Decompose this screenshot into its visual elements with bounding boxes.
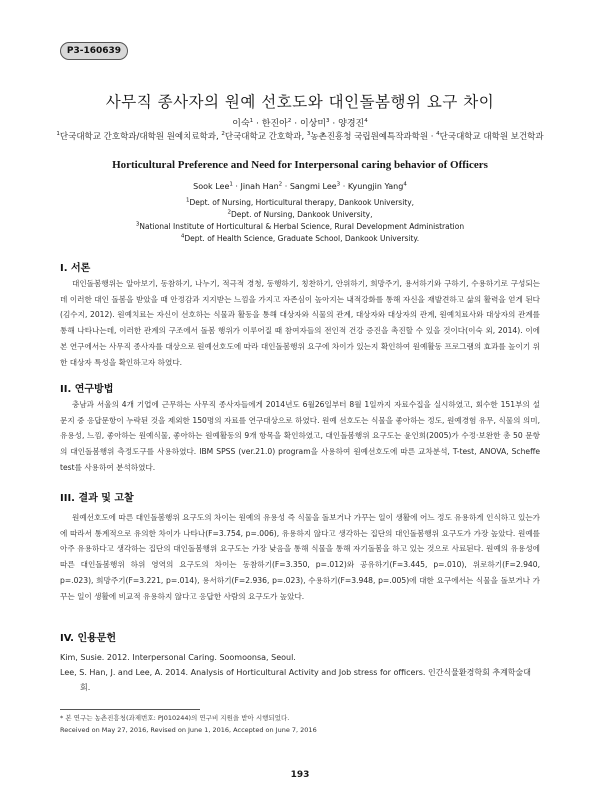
title-korean: 사무직 종사자의 원예 선호도와 대인돌봄행위 요구 차이: [105, 93, 495, 111]
reference-item: Lee, S. Han, J. and Lee, A. 2014. Analysis of Horticultural Activity and Job stress for officers. 인간식물환경학회 추계학술대회.: [60, 668, 531, 692]
methods-paragraph: [60, 397, 540, 476]
author-en: Kyungjin Yang: [347, 182, 404, 191]
affil-en-text: Dept. of Nursing, Dankook University,: [230, 210, 373, 219]
affil-ko-sup: 3: [306, 131, 311, 138]
affil-en-sup: 2: [227, 209, 231, 216]
affil-en-sup: 3: [135, 221, 140, 228]
author-en: Jinah Han: [240, 182, 279, 191]
affil-ko-sup: 1: [56, 131, 60, 138]
affil-en-text: National Institute of Horticultural & Herbal Science, Rural Development Administration: [139, 222, 465, 231]
author-en: Sangmi Lee: [289, 182, 337, 191]
reference-item: Kim, Susie. 2012. Interpersonal Caring. Soomoonsa, Seoul.: [60, 653, 296, 662]
affiliation-english: [40, 210, 560, 219]
affil-en-text: Dept. of Health Science, Graduate School, Dankook University.: [184, 234, 420, 243]
author-en-sup: 3: [336, 181, 341, 188]
section-heading-introduction: I. 서론: [60, 263, 91, 274]
footnote-divider: [60, 709, 200, 710]
affil-ko: 단국대학교 대학원 보건학과: [439, 132, 544, 142]
affiliation-english: [40, 234, 560, 243]
paragraph-text: 대인돌봄행위는 알아보기, 동참하기, 나누기, 적극적 경청, 동행하기, 칭찬하기, 안위하기, 희망주기, 용서하기와 구하기, 수용하기로 구성되는데 이러한 대인 돌봄을 받았을 때 안정감과 지지받는 느낌을 가지고 자존심이 높아지는 내적강화를 통해 자신을 재발견하고 삶의 활력을 얻게 된다 (김수지, 2012). 원예치료는 자신이 선호하는 식물과 활동을 통해 대상자와 식물의 관계, 대상자와 대상자의 관계, 원예치료사와 대상자의 관계를 통해 나타나는데, 이러한 관계의 구조에서 돌봄 행위가 이루어질 때 참여자들의 전인적 건강 증진을 촉진할 수 있을 것이다(이숙 외, 2014). 이에 본 연구에서는 사무직 종사자를 대상으로 원예선호도에 따라 대인돌봄행위 요구에 차이가 있는지 확인하여 원예활동 프로그램의 효과를 높이기 위한 대상자 특성을 확인하고자 하였다.: [60, 279, 540, 367]
received-dates-footnote: Received on May 27, 2016, Revised on June 1, 2016, Accepted on June 7, 2016: [60, 726, 317, 734]
author-ko-sup: 3: [326, 118, 330, 124]
section-heading-references: IV. 인용문헌: [60, 633, 117, 644]
introduction-paragraph: [60, 276, 540, 370]
affiliation-english: [40, 222, 560, 231]
section-heading-methods: II. 연구방법: [60, 384, 114, 395]
authors-korean: 이숙$^1$ · 한진아$^2$ · 이상미$^3$ · 양경진$^4$: [232, 118, 368, 129]
paper-id-badge: P3-160639: [60, 42, 128, 60]
affil-ko-sup: 2: [221, 131, 225, 138]
section-heading-results: III. 결과 및 고찰: [60, 493, 134, 504]
affil-en-sup: 1: [185, 197, 190, 204]
affiliation-english: [40, 198, 560, 207]
author-en-sup: 2: [278, 181, 283, 188]
affil-en-text: Dept. of Nursing, Horticultural therapy, Dankook University,: [189, 198, 415, 207]
author-ko-sup: 4: [364, 118, 368, 124]
affil-ko-sup: 4: [436, 131, 440, 138]
author-en-sup: 1: [229, 181, 233, 188]
author-ko: 양경진: [338, 119, 365, 129]
authors-english: Sook Lee$^1$ · Jinah Han$^2$ · Sangmi Lee$^3$ · Kyungjin Yang$^4$: [193, 181, 407, 191]
author-ko: 한진아: [261, 119, 288, 129]
author-en-sup: 4: [403, 181, 407, 188]
author-ko: 이숙: [232, 119, 250, 129]
affiliations-korean: [40, 130, 560, 142]
page-number: 193: [290, 770, 310, 780]
author-ko-sup: 1: [249, 118, 254, 124]
author-en: Sook Lee: [193, 182, 230, 191]
title-english: Horticultural Preference and Need for Interpersonal caring behavior of Officers: [112, 159, 488, 171]
reference-list: [60, 650, 540, 695]
paragraph-text: 원예선호도에 따른 대인돌봄행위 요구도의 차이는 원예의 유용성 즉 식물을 돌보거나 가꾸는 일이 생활에 어느 정도 유용하게 인식하고 있는가에 따라서 통계적으로 유의한 차이가 나타나(F=3.754, p=.006), 유용하지 않다고 생각하는 집단의 대인돌봄행위 요구도가 가장 높았다. 원예를 아주 유용하다고 생각하는 집단의 대인돌봄행위 요구도는 가장 낮음을 통해 식물을 통해 자기돌봄을 하고 있는 것으로 사료된다. 원예의 유용성에 따른 대인돌봄행위 하위 영역의 요구도의 차이는 동참하기(F=3.350, p=.012)와 공유하기(F=3.445, p=.010), 위로하기(F=2.940, p=.023), 희망주기(F=3.221, p=.014), 용서하기(F=2.936, p=.023), 수용하기(F=3.948, p=.005)에 대한 요구에서는 식물을 돌보거나 가꾸는 일이 생활에 비교적 유용하지 않다고 응답한 사람의 요구도가 높았다.: [60, 513, 540, 601]
results-paragraph: [60, 510, 540, 604]
author-ko-sup: 2: [287, 118, 292, 124]
affil-ko: 단국대학교 간호학과/대학원 원예치료학과,: [59, 132, 222, 142]
affil-ko: 농촌진흥청 국립원예특작과학원 ·: [310, 132, 437, 142]
affil-ko: 단국대학교 간호학과,: [224, 132, 307, 142]
author-ko: 이상미: [299, 119, 327, 129]
affil-en-sup: 4: [180, 233, 185, 240]
paragraph-text: 충남과 서울의 4개 기업에 근무하는 사무직 종사자들에게 2014년도 6월26일부터 8월 1일까지 자료수집을 실시하였고, 회수한 151부의 설문지 중 응답문항이 누락된 것을 제외한 150명의 자료를 연구대상으로 하였다. 원예 선호도는 식물을 좋아하는 정도, 원예경험 유무, 식물의 의미, 유용성, 느낌, 좋아하는 원예식물, 좋아하는 원예활동의 9개 항목을 확인하였고, 대인돌봄행위 요구도는 윤인희(2005)가 수정·보완한 총 50 문항의 대인돌봄행위 측정도구를 사용하였다. IBM SPSS (ver.21.0) program을 사용하여 원예선호도에 따른 교차분석, T-test, ANOVA, Scheffe test를 사용하여 분석하였다.: [60, 400, 540, 472]
funding-footnote: * 본 연구는 농촌진흥청(과제번호: PJ010244)의 연구비 지원을 받아 시행되었다.: [60, 714, 290, 722]
